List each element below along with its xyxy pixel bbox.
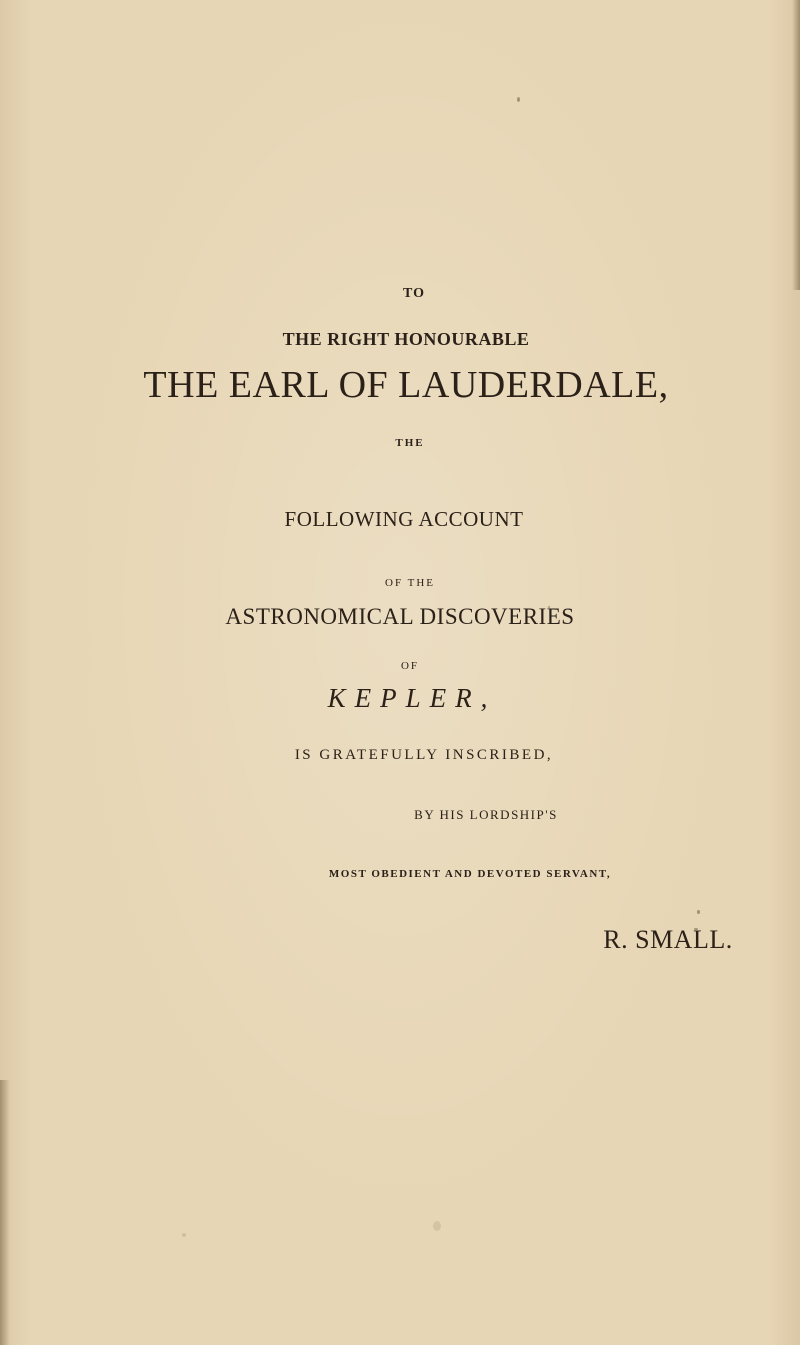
dedication-earl-name: THE EARL OF LAUDERDALE, xyxy=(143,364,669,406)
dedication-of-the: OF THE xyxy=(385,577,435,589)
dedication-kepler: KEPLER, xyxy=(327,683,497,713)
dedication-inscribed: IS GRATEFULLY INSCRIBED, xyxy=(294,747,554,763)
dedication-servant: MOST OBEDIENT AND DEVOTED SERVANT, xyxy=(328,868,612,880)
paper-speck xyxy=(182,1233,186,1237)
dedication-by-lordship: BY HIS LORDSHIP'S xyxy=(414,807,558,822)
dedication-signature: R. SMALL. xyxy=(603,925,733,954)
paper-speck xyxy=(697,910,700,914)
dedication-to: TO xyxy=(403,286,425,301)
dedication-astronomical-discoveries: ASTRONOMICAL DISCOVERIES xyxy=(225,604,575,629)
dedication-honourable: THE RIGHT HONOURABLE xyxy=(282,329,530,349)
dedication-of: OF xyxy=(400,660,420,672)
page-edge-shadow-right xyxy=(792,0,800,290)
page-edge-shadow-left xyxy=(0,1080,10,1345)
paper-speck xyxy=(517,97,520,102)
dedication-following-account: FOLLOWING ACCOUNT xyxy=(284,507,524,531)
paper-speck xyxy=(433,1221,441,1231)
dedication-the: THE xyxy=(395,437,425,449)
